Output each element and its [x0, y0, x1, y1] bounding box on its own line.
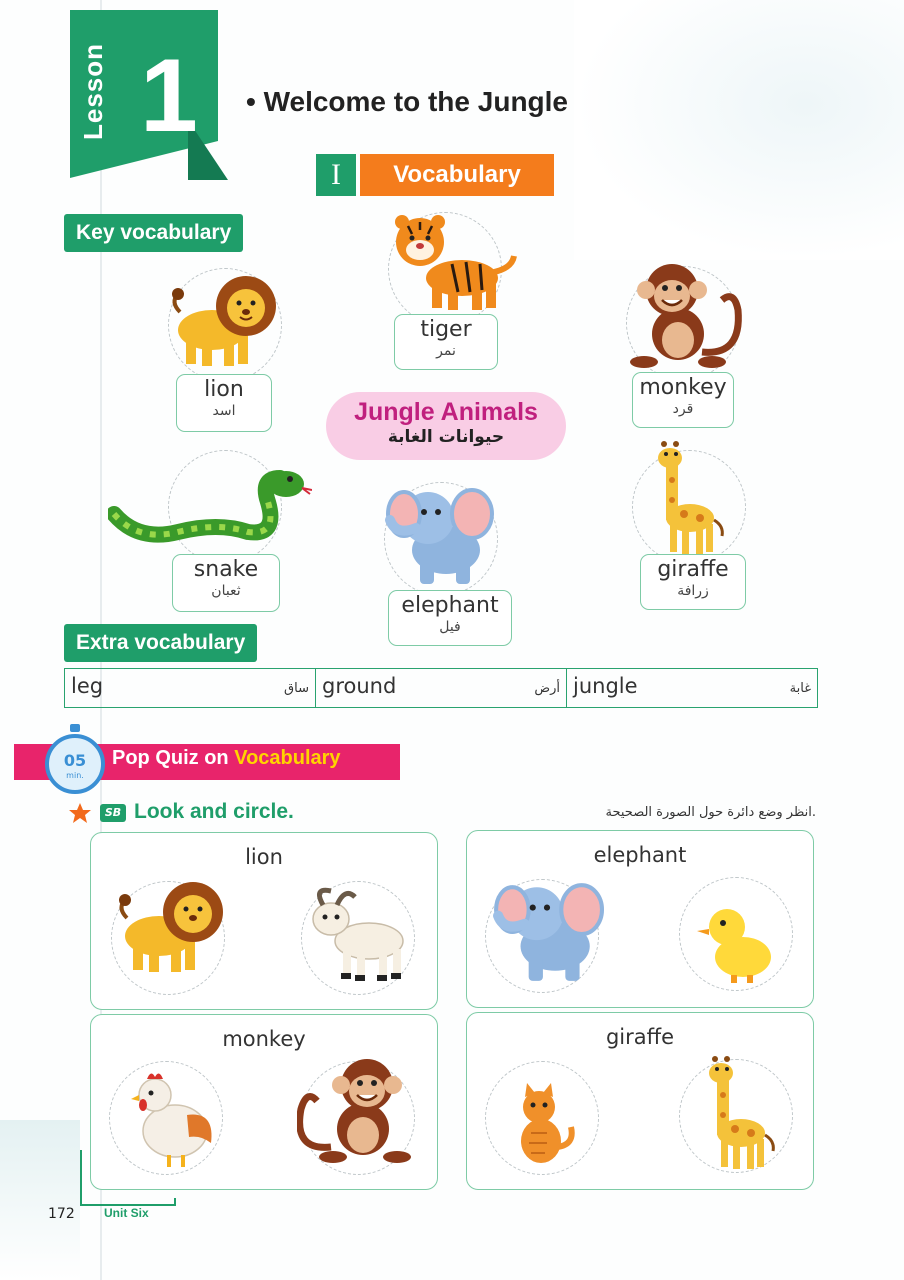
monkey-icon [622, 260, 748, 372]
footer-rule [80, 1150, 82, 1206]
giraffe-icon [650, 440, 730, 556]
extra-arabic-ground: أرض [534, 681, 560, 696]
duck-icon[interactable] [697, 901, 777, 985]
snake-arabic: ثعبان [211, 583, 241, 599]
lion-arabic: اسد [212, 403, 236, 419]
tiger-word: tiger [420, 317, 472, 342]
pop-quiz-title [112, 747, 341, 770]
quiz-word: giraffe [605, 1025, 675, 1049]
elephant-card [388, 590, 512, 646]
tiger-card [394, 314, 498, 370]
snake-icon [108, 462, 312, 552]
giraffe-arabic: زرافة [677, 583, 709, 599]
quiz-item-lion [90, 832, 438, 1010]
extra-arabic-jungle: غابة [789, 681, 811, 696]
star-icon [68, 802, 92, 824]
lesson-number: 1 [140, 38, 198, 154]
extra-word-leg: leg [71, 674, 104, 698]
section-number: I [316, 154, 356, 196]
extra-vocab-cell [65, 669, 316, 707]
timer-value: 05 [63, 751, 87, 770]
tiger-arabic: نمر [436, 343, 456, 359]
lion-word: lion [204, 377, 244, 402]
monkey-arabic: قرد [672, 401, 694, 417]
extra-vocabulary-label: Extra vocabulary [64, 624, 257, 662]
footer-rule [174, 1198, 176, 1206]
giraffe-word: giraffe [657, 557, 729, 582]
page-number: 172 [48, 1206, 75, 1222]
key-vocabulary-label: Key vocabulary [64, 214, 243, 252]
quiz-item-monkey [90, 1014, 438, 1190]
cat-icon[interactable] [503, 1083, 577, 1167]
background-wash [574, 0, 904, 260]
lion-icon [166, 272, 278, 372]
elephant-arabic: فيل [439, 619, 461, 635]
giraffe-icon[interactable] [701, 1055, 781, 1171]
elephant-icon [376, 480, 500, 590]
snake-card [172, 554, 280, 612]
extra-word-ground: ground [322, 674, 397, 698]
extra-vocab-cell [316, 669, 567, 707]
section-title: Vocabulary [360, 154, 554, 196]
jungle-animals-badge [326, 392, 566, 460]
monkey-icon[interactable] [297, 1055, 423, 1167]
tiger-icon [386, 212, 522, 316]
monkey-word: monkey [639, 375, 727, 400]
quiz-word: monkey [222, 1027, 306, 1051]
jungle-animals-arabic: حيوانات الغابة [387, 427, 505, 447]
sb-badge: SB [100, 804, 126, 822]
unit-label: Unit Six [104, 1206, 149, 1220]
extra-vocab-cell [567, 669, 817, 707]
monkey-card [632, 372, 734, 428]
quiz-word: elephant [593, 843, 687, 867]
giraffe-card [640, 554, 746, 610]
extra-vocabulary-table [64, 668, 818, 708]
corner-wash [0, 1120, 80, 1280]
quiz-item-giraffe [466, 1012, 814, 1190]
lion-icon[interactable] [113, 877, 225, 979]
elephant-word: elephant [401, 593, 499, 618]
instruction-arabic: انظر وضع دائرة حول الصورة الصحيحة. [605, 805, 816, 820]
lesson-word: Lesson [78, 42, 108, 140]
stopwatch-icon [44, 724, 106, 794]
goat-icon[interactable] [305, 883, 413, 981]
jungle-animals-title: Jungle Animals [354, 398, 538, 426]
quiz-item-elephant [466, 830, 814, 1008]
instruction-text: Look and circle. [134, 800, 294, 823]
elephant-icon[interactable] [483, 875, 611, 987]
page-title: • Welcome to the Jungle [246, 86, 568, 117]
timer-unit: min. [66, 771, 84, 780]
quiz-word: lion [245, 845, 283, 869]
snake-word: snake [193, 557, 259, 582]
extra-arabic-leg: ساق [284, 681, 309, 696]
lion-card [176, 374, 272, 432]
hen-icon[interactable] [127, 1065, 217, 1169]
pop-quiz-highlight: Vocabulary [234, 747, 341, 769]
extra-word-jungle: jungle [573, 674, 638, 698]
pop-quiz-prefix: Pop Quiz on [112, 747, 235, 769]
